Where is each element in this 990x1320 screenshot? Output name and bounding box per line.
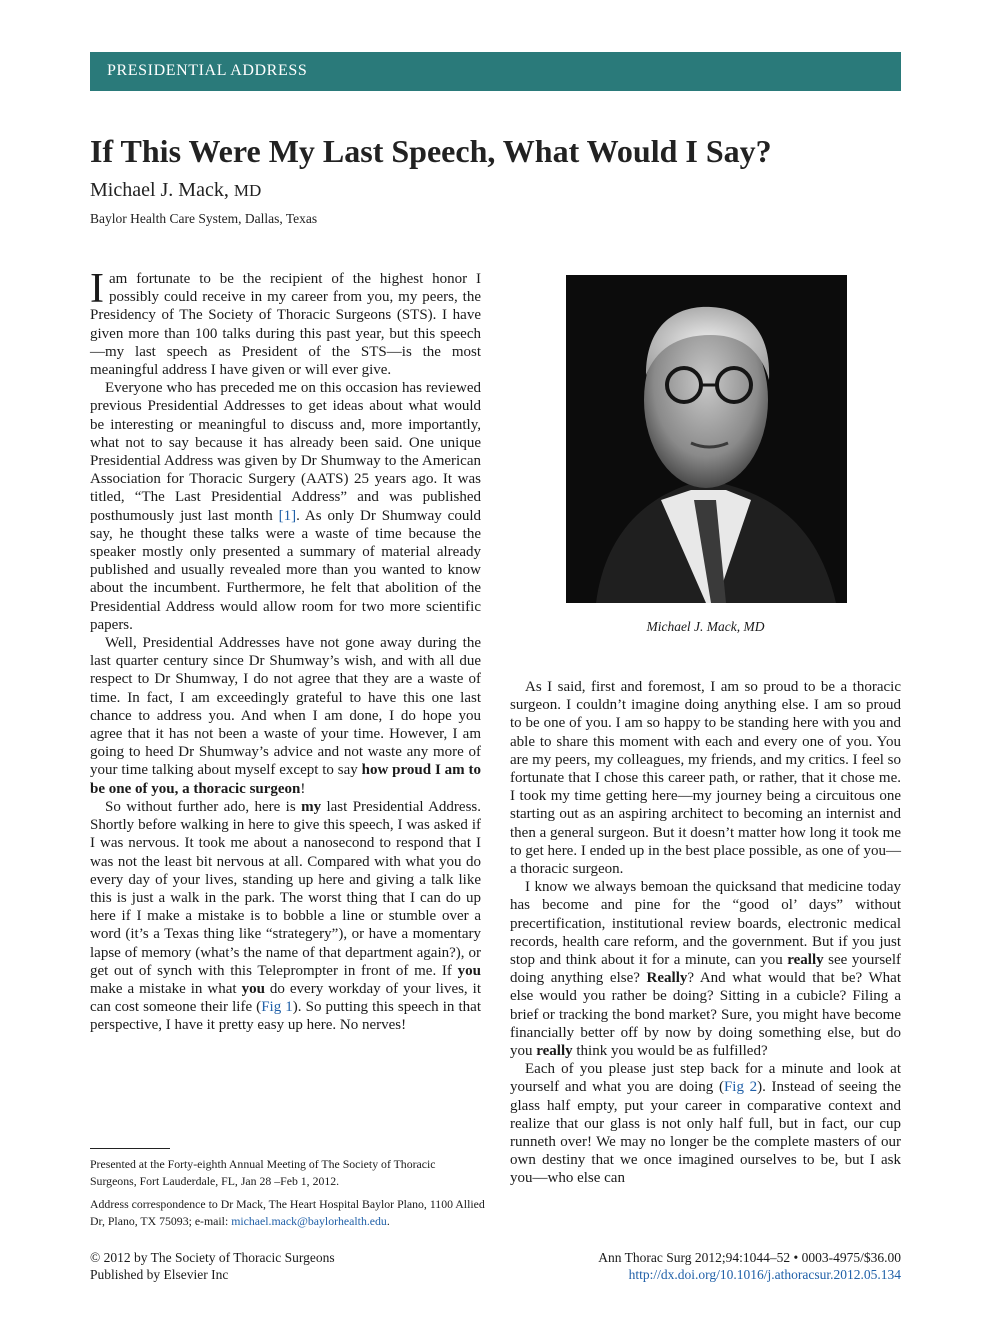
paragraph-4-text-e: ). So putting this speech in that perspective, I have it pretty easy up here. No nerves! bbox=[90, 999, 481, 1034]
paragraph-4-text-b: last Presidential Address. Shortly before walking in here to give this speech, I was asked if I was nervous. It took me about a nanosecond to respond that I was not the least bit nervous at all. Compared with what you do every day of your lives, standing up here and giving a talk like this is just a walk in the park. The worst thing that I can do up here if I make a mistake is to bobble a line or stumble over a word (it’s a Texas thing like “strategery”), or have a momentary lapse of memory (what’s the name of that department again?), or get out of synch with this Teleprompter in front of me. If bbox=[90, 798, 481, 979]
emphasis-really-2: Really bbox=[646, 970, 688, 987]
correspondence-address: Address correspondence to Dr Mack, The Heart Hospital Baylor Plano, 1100 Allied Dr, Plano, TX 75093; e-mail: bbox=[90, 1197, 485, 1228]
paragraph-3-bold: how proud I am to be one of you, a thoracic surgeon bbox=[90, 762, 481, 797]
paragraph-2-text-a: Everyone who has preceded me on this occasion has reviewed previous Presidential Addresses to get ideas about what would be interesting or meaningful to discuss and, more importantly, what not to say because it has already been said. One unique Presidential Address was given by Dr Shumway to the American Association for Thoracic Surgery (AATS) 25 years ago. It was titled, “The Last Presidential Address” and was published posthumously just last month bbox=[90, 380, 481, 524]
paragraph-6-text-c: ? And what would that be? What else would you rather be doing? Sitting in a cubicle? Filing a brief or tracking the bond market? Sure, you might have become financially better off by now by doing something else, but do you bbox=[510, 970, 902, 1060]
paragraph-6 bbox=[510, 878, 901, 1060]
paragraph-1-text: am fortunate to be the recipient of the highest honor I possibly could receive in my career from you, my peers, the Presidency of The Society of Thoracic Surgeons (STS). I have given more than 100 talks during this past year, but this speech—my last speech as President of the STS—is the most meaningful address I have given or will ever give. bbox=[90, 271, 481, 379]
paragraph-4-text-a: So without further ado, here is bbox=[105, 798, 302, 815]
paragraph-1 bbox=[90, 266, 481, 379]
section-label: PRESIDENTIAL ADDRESS bbox=[107, 62, 308, 79]
paragraph-7 bbox=[510, 1060, 901, 1187]
paragraph-4-text-c: make a mistake in what bbox=[90, 980, 242, 997]
reference-link-1[interactable]: [1] bbox=[278, 507, 297, 524]
footer-right bbox=[598, 1250, 901, 1283]
publisher: Published by Elsevier Inc bbox=[90, 1266, 229, 1282]
paragraph-2 bbox=[90, 379, 481, 634]
affiliation: Baylor Health Care System, Dallas, Texas bbox=[90, 211, 318, 226]
author-portrait-image bbox=[566, 275, 847, 603]
paragraph-5: As I said, first and foremost, I am so proud to be a thoracic surgeon. I couldn’t imagine doing anything else. I am so proud to be one of you. I am so happy to be standing here with you and able to share this moment with each and every one of you. You are my peers, my colleagues, my friends, and my critics. I feel so fortunate that I chose this career path, or rather, that it chose me. I took my time getting here—my journey being a circuitous one starting out as an aspiring architect to becoming an internist and then a general surgeon. But it doesn’t matter how long it took me to get here. I ended up in the best place possible, as one of you—a thoracic surgeon. bbox=[510, 679, 901, 878]
paragraph-3-text-a: Well, Presidential Addresses have not gone away during the last quarter century since Dr Shumway’s wish, and with all due respect to Dr Shumway, I do not agree that they are a waste of time. In fact, I am exceedingly grateful to have this one last chance to address you. And when I am done, I do hope you agree that it has not been a waste of your time. However, I am going to heed Dr Shumway’s advice and not waste any more of your time talking about myself except to say bbox=[90, 635, 481, 779]
paragraph-7-text-a: Each of you please just step back for a minute and look at yourself and what you are doing ( bbox=[510, 1061, 901, 1096]
emphasis-really-3: really bbox=[536, 1043, 573, 1060]
footnote-correspondence bbox=[90, 1196, 485, 1229]
paragraph-6-text-d: think you would be as fulfilled? bbox=[572, 1043, 768, 1060]
paragraph-6-text-b: see yourself doing anything else? bbox=[510, 952, 902, 987]
footer-left bbox=[90, 1250, 335, 1283]
paragraph-6-text-a: I know we always bemoan the quicksand that medicine today has become and pine for the “good ol’ days” without precertification, institutional review boards, electronic medical records, health care reform, and the government. But if you just stop and think about it for a minute, can you bbox=[510, 879, 901, 969]
doi-link[interactable]: http://dx.doi.org/10.1016/j.athoracsur.2012.05.134 bbox=[628, 1266, 901, 1282]
drop-cap: I bbox=[90, 266, 104, 312]
footnote-divider bbox=[90, 1148, 170, 1149]
article-title: If This Were My Last Speech, What Would I Say? bbox=[90, 133, 772, 169]
emphasis-you-2: you bbox=[241, 980, 265, 997]
email-link[interactable]: michael.mack@baylorhealth.edu bbox=[231, 1213, 387, 1228]
footnote-presented: Presented at the Forty-eighth Annual Meeting of The Society of Thoracic Surgeons, Fort Lauderdale, FL, Jan 28 –Feb 1, 2012. bbox=[90, 1157, 436, 1188]
emphasis-you-1: you bbox=[457, 962, 481, 979]
author-photo bbox=[566, 275, 847, 603]
correspondence-end: . bbox=[386, 1213, 390, 1228]
copyright: © 2012 by The Society of Thoracic Surgeons bbox=[90, 1250, 335, 1265]
paragraph-4 bbox=[90, 798, 481, 1035]
emphasis-really-1: really bbox=[787, 952, 824, 969]
paragraph-7-text-b: ). Instead of seeing the glass half empty, put your career in comparative context and realize that our glass is not only half full, but in fact, our cup runneth over! We may no longer be the complete masters of our own destiny that we once imagined ourselves to be, but I ask you—who else can bbox=[510, 1079, 902, 1187]
author-name: Michael J. Mack, bbox=[90, 179, 229, 201]
figure-2-link[interactable]: Fig 2 bbox=[723, 1079, 758, 1096]
paragraph-4-text-d: do every workday of your lives, it can cost someone their life ( bbox=[90, 980, 482, 1016]
paragraph-2-text-b: . As only Dr Shumway could say, he thought these talks were a waste of time because the speaker mostly only presented a summary of material already published and usually revealed more than you wanted to know about the incumbent. Furthermore, he felt that abolition of the Presidential Address would allow room for two more scientific papers. bbox=[90, 507, 482, 633]
author-line bbox=[90, 179, 261, 202]
photo-caption: Michael J. Mack, MD bbox=[646, 619, 765, 634]
journal-citation: Ann Thorac Surg 2012;94:1044–52 • 0003-4975/$36.00 bbox=[598, 1250, 901, 1265]
paragraph-3-text-b: ! bbox=[300, 780, 306, 797]
left-column bbox=[90, 266, 482, 1035]
section-banner bbox=[90, 52, 901, 91]
figure-1-link[interactable]: Fig 1 bbox=[261, 999, 293, 1016]
paragraph-3 bbox=[90, 634, 481, 798]
right-column bbox=[510, 678, 901, 1188]
emphasis-my: my bbox=[301, 798, 322, 815]
author-degree: MD bbox=[233, 181, 262, 200]
